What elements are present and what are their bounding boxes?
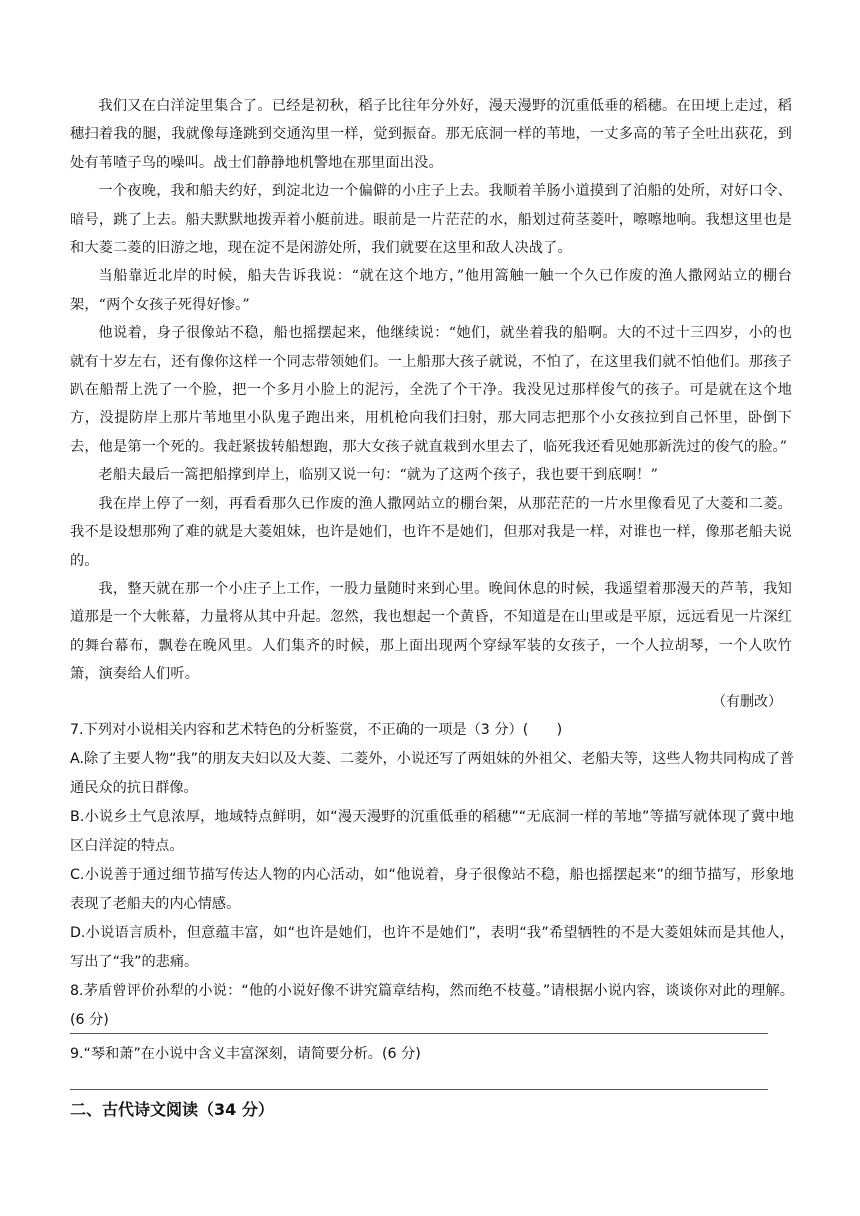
answer-line-q8[interactable]	[70, 1033, 768, 1034]
question-7-stem: 7.下列对小说相关内容和艺术特色的分析鉴赏，不正确的一项是（3 分）( )	[70, 722, 563, 738]
questions-block	[70, 716, 794, 1035]
story-paragraph-4: 他说着，身子很像站不稳，船也摇摆起来，他继续说：“她们，就坐着我的船啊。大的不过十三四岁，小的也就有十岁左右，还有像你这样一个同志带领她们。一上船那大孩子就说，不怕了，在这里我们就不怕他们。那孩子趴在船帮上洗了一个脸，把一个多月小脸上的泥污，全洗了个干净。我没见过那样俊气的孩子。可是就在这个地方，没提防岸上那片苇地里小队鬼子跑出来，用机枪向我们扫射，那大同志把那个小女孩拉到自己怀里，卧倒下去，他是第一个死的。我赶紧拔转船想跑，那大女孩子就直栽到水里去了，临死我还看见她那新洗过的俊气的脸。”	[70, 325, 792, 455]
story-paragraph-3: 当船靠近北岸的时候，船夫告诉我说：“就在这个地方，”他用篙触一触一个久已作废的渔人撒网站立的棚台架，“两个女孩子死得好惨。”	[70, 268, 792, 313]
answer-line-q9[interactable]	[70, 1089, 768, 1090]
question-7-option-a: A.除了主要人物“我”的朋友夫妇以及大菱、二菱外，小说还写了两姐妹的外祖父、老船夫等，这些人物共同构成了普通民众的抗日群像。	[70, 751, 794, 796]
story-paragraph-5: 老船夫最后一篙把船撑到岸上，临别又说一句：“就为了这两个孩子，我也要干到底啊！”	[98, 467, 659, 484]
section-heading: 二、古代诗文阅读（34 分）	[70, 1100, 274, 1119]
story-paragraph-6: 我在岸上停了一刻，再看看那久已作废的渔人撒网站立的棚台架，从那茫茫的一片水里像看见了大菱和二菱。我不是设想那殉了难的就是大菱姐妹，也许是她们，也许不是她们，但那对我是一样，对谁也一样，像那老船夫说的。	[70, 495, 792, 569]
story-paragraph-2: 一个夜晚，我和船夫约好，到淀北边一个偏僻的小庄子上去。我顺着羊肠小道摸到了泊船的处所，对好口令、暗号，跳了上去。船夫默默地拨弄着小艇前进。眼前是一片茫茫的水，船划过荷茎菱叶，嚓嚓地响。我想这里也是和大菱二菱的旧游之地，现在淀不是闲游处所，我们就要在这里和敌人决战了。	[70, 183, 792, 257]
story-paragraph-1: 我们又在白洋淀里集合了。已经是初秋，稻子比往年分外好，漫天漫野的沉重低垂的稻穗。在田埂上走过，稻穗扫着我的腿，我就像每逢跳到交通沟里一样，觉到振奋。那无底洞一样的苇地，一丈多高的苇子全吐出荻花，到处有苇喳子鸟的噪叫。战士们静静地机警地在那里面出没。	[70, 98, 792, 171]
story-paragraph-7: 我，整天就在那一个小庄子上工作，一股力量随时来到心里。晚间休息的时候，我遥望着那漫天的芦苇，我知道那是一个大帐幕，力量将从其中升起。忽然，我也想起一个黄昏，不知道是在山里或是平原，远远看见一片深红的舞台幕布，飘卷在晚风里。人们集齐的时候，那上面出现两个穿绿军装的女孩子，一个人拉胡琴，一个人吹竹箫，演奏给人们听。	[70, 580, 792, 683]
question-9: 9.“琴和萧”在小说中含义丰富深刻，请简要分析。(6 分)	[70, 1046, 421, 1062]
story-text	[70, 92, 792, 689]
question-7-option-b: B.小说乡土气息浓厚，地域特点鲜明，如“漫天漫野的沉重低垂的稻穗”“无底洞一样的苇地”等描写就体现了冀中地区白洋淀的特点。	[70, 809, 794, 854]
question-8: 8.茅盾曾评价孙犁的小说：“他的小说好像不讲究篇章结构，然而绝不枝蔓。”请根据小说内容，谈谈你对此的理解。(6 分)	[70, 983, 794, 1028]
edit-note: （有删改）	[712, 694, 782, 710]
question-7-option-d: D.小说语言质朴，但意蕴丰富，如“也许是她们，也许不是她们”，表明“我”希望牺牲的不是大菱姐妹而是其他人，写出了“我”的悲痛。	[70, 925, 794, 970]
question-7-option-c: C.小说善于通过细节描写传达人物的内心活动，如“他说着，身子很像站不稳，船也摇摆起来”的细节描写，形象地表现了老船夫的内心情感。	[70, 867, 794, 912]
